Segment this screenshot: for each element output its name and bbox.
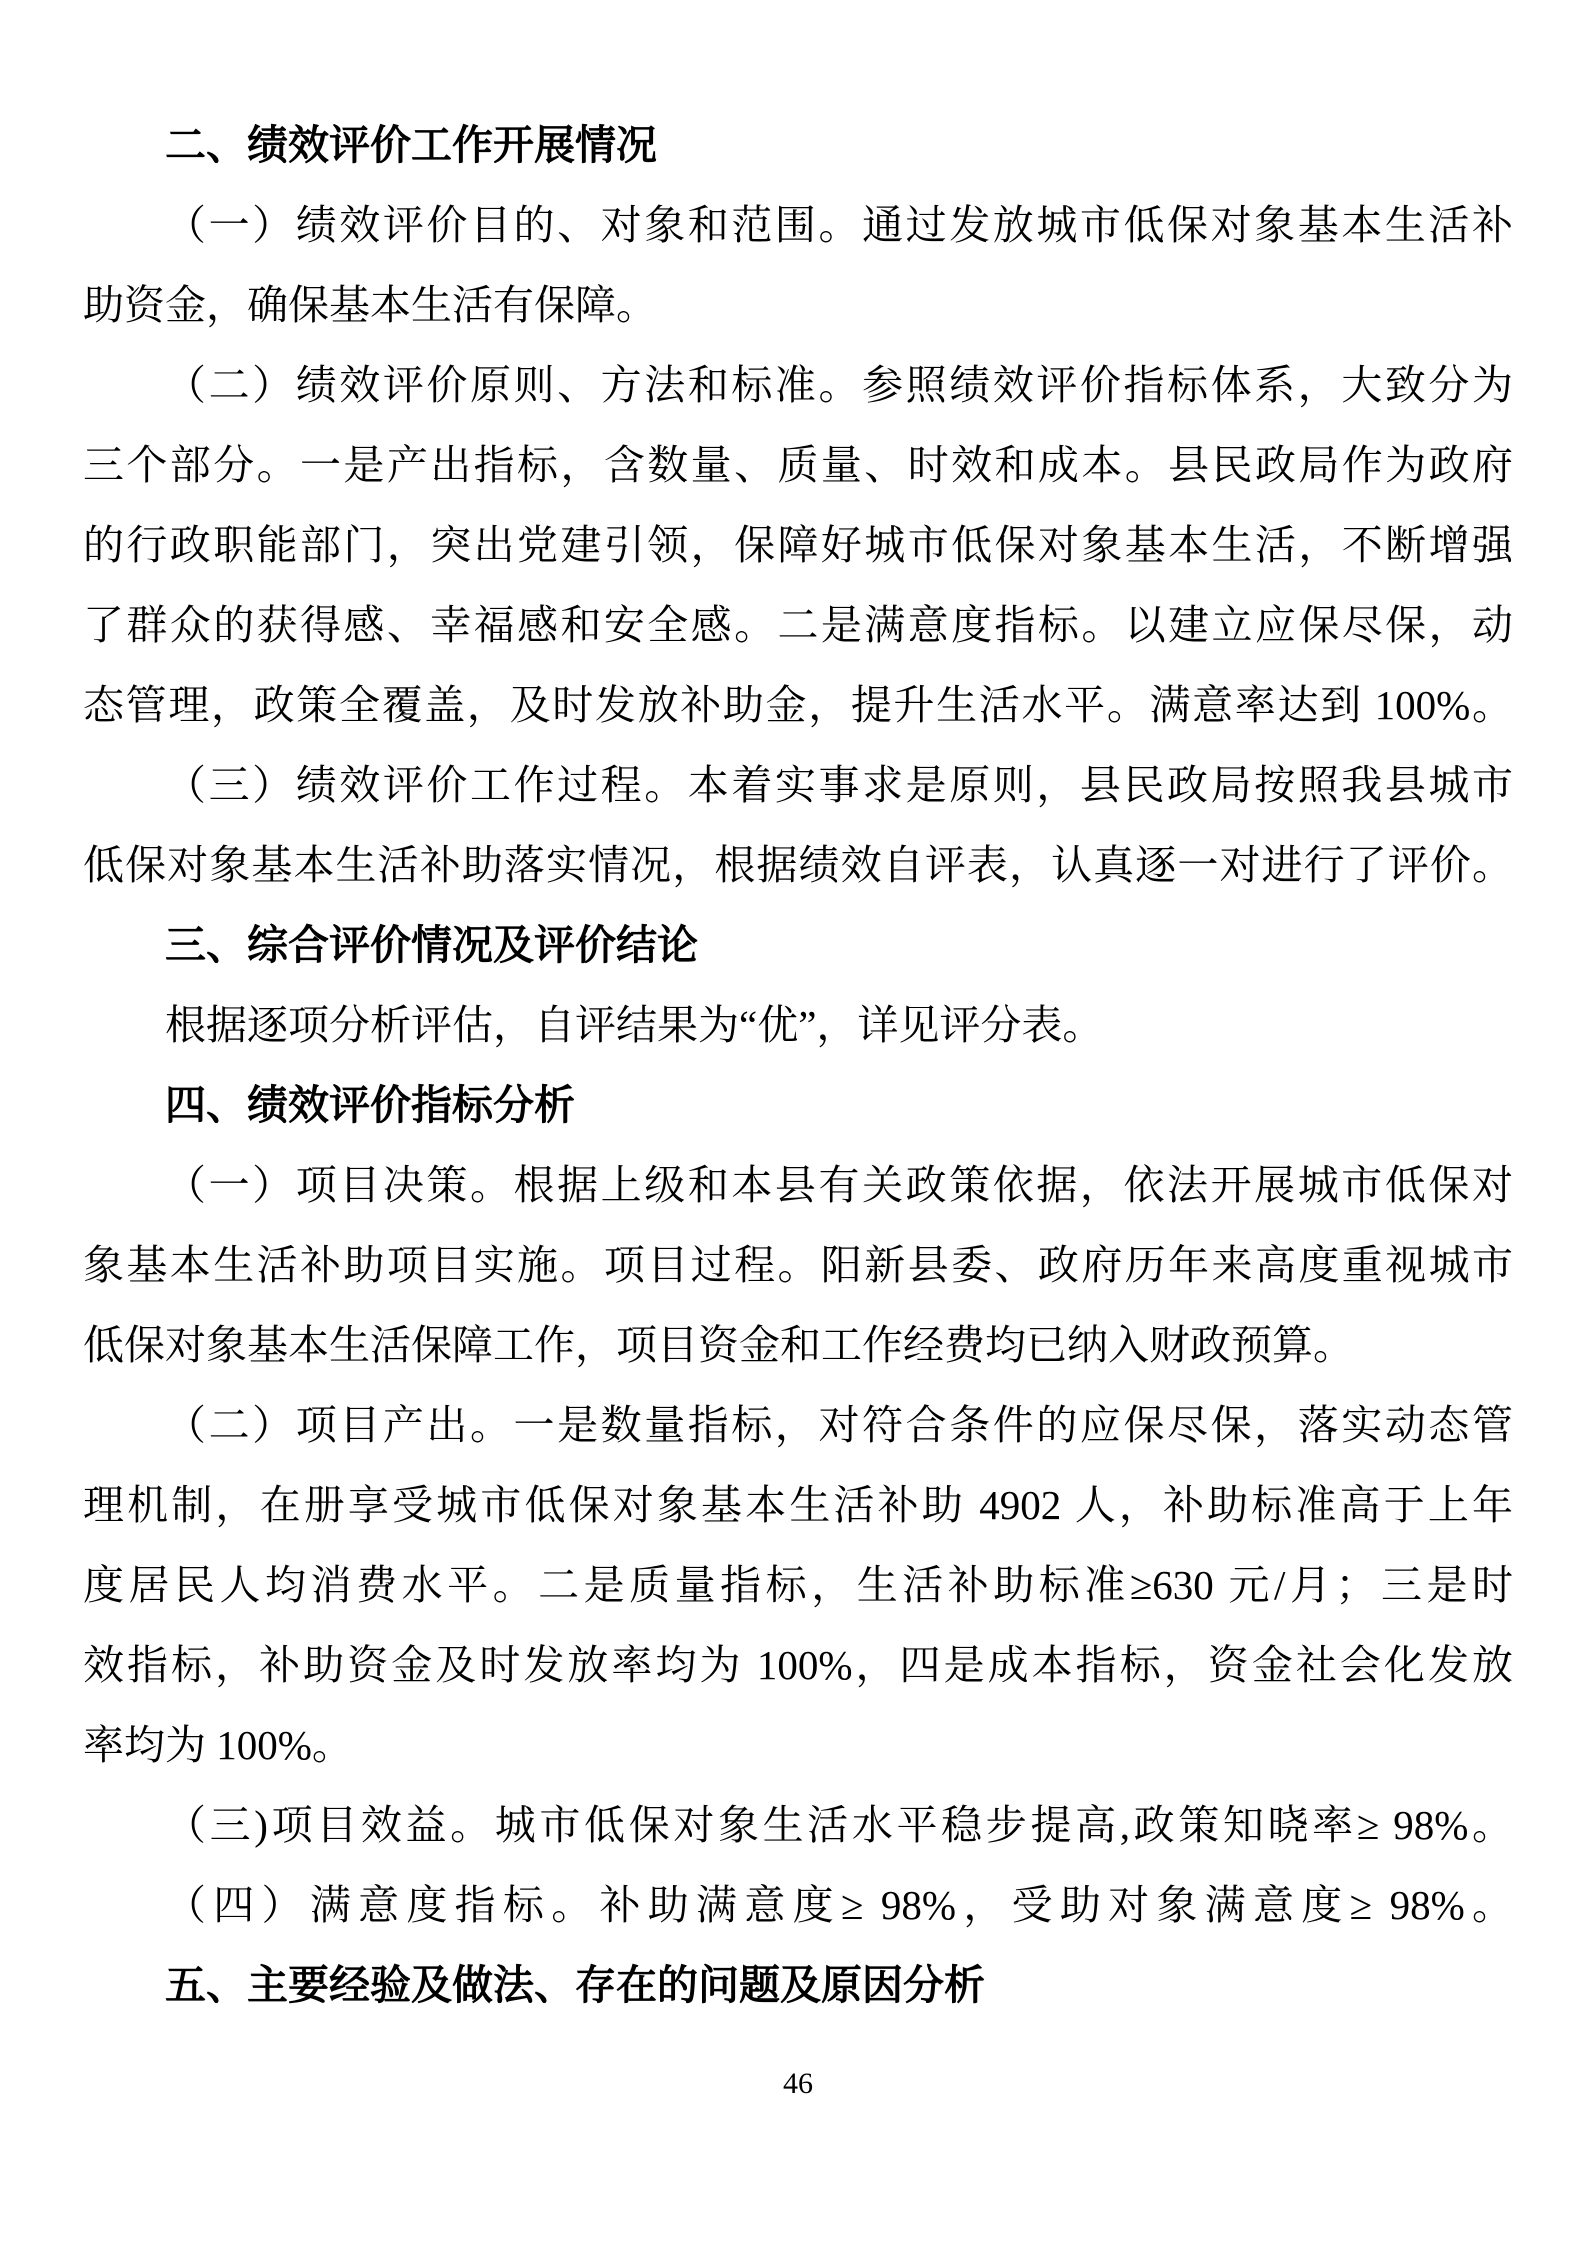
text-line: 低保对象基本生活保障工作，项目资金和工作经费均已纳入财政预算。 [83,1322,1354,1368]
text-line: 助资金，确保基本生活有保障。 [83,282,657,328]
text-line: 了群众的获得感、幸福感和安全感。二是满意度指标。以建立应保尽保，动 [83,602,1513,648]
text-line: 低保对象基本生活补助落实情况，根据绩效自评表，认真逐一对进行了评价。 [83,842,1513,888]
text-line: 率均为 100%。 [83,1722,353,1768]
section-heading-2: 二、绩效评价工作开展情况 [165,122,657,168]
section-heading-3: 三、综合评价情况及评价结论 [165,922,698,968]
text-line: （三)项目效益。城市低保对象生活水平稳步提高,政策知晓率≥ 98%。 [165,1802,1513,1848]
text-line: 根据逐项分析评估，自评结果为“优”，详见评分表。 [165,1002,1104,1048]
text-line: （三）绩效评价工作过程。本着实事求是原则，县民政局按照我县城市 [165,762,1513,808]
text-line: （二）绩效评价原则、方法和标准。参照绩效评价指标体系，大致分为 [165,362,1513,408]
section-heading-4: 四、绩效评价指标分析 [165,1082,575,1128]
text-line: 理机制，在册享受城市低保对象基本生活补助 4902 人，补助标准高于上年 [83,1482,1513,1528]
page-number: 46 [783,2067,813,2100]
text-line: 象基本生活补助项目实施。项目过程。阳新县委、政府历年来高度重视城市 [83,1242,1513,1288]
text-line: 态管理，政策全覆盖，及时发放补助金，提升生活水平。满意率达到 100%。 [83,682,1513,728]
text-line: 度居民人均消费水平。二是质量指标，生活补助标准≥630 元/月；三是时 [83,1562,1513,1608]
section-heading-5: 五、主要经验及做法、存在的问题及原因分析 [165,1962,985,2008]
text-line: （二）项目产出。一是数量指标，对符合条件的应保尽保，落实动态管 [165,1402,1513,1448]
text-line: 三个部分。一是产出指标，含数量、质量、时效和成本。县民政局作为政府 [83,442,1513,488]
text-line: 效指标，补助资金及时发放率均为 100%，四是成本指标，资金社会化发放 [83,1642,1513,1688]
text-line: （四）满意度指标。补助满意度≥ 98%，受助对象满意度≥ 98%。 [165,1882,1513,1928]
text-line: （一）绩效评价目的、对象和范围。通过发放城市低保对象基本生活补 [165,202,1513,248]
text-line: 的行政职能部门，突出党建引领，保障好城市低保对象基本生活，不断增强 [83,522,1513,568]
text-line: （一）项目决策。根据上级和本县有关政策依据，依法开展城市低保对 [165,1162,1513,1208]
